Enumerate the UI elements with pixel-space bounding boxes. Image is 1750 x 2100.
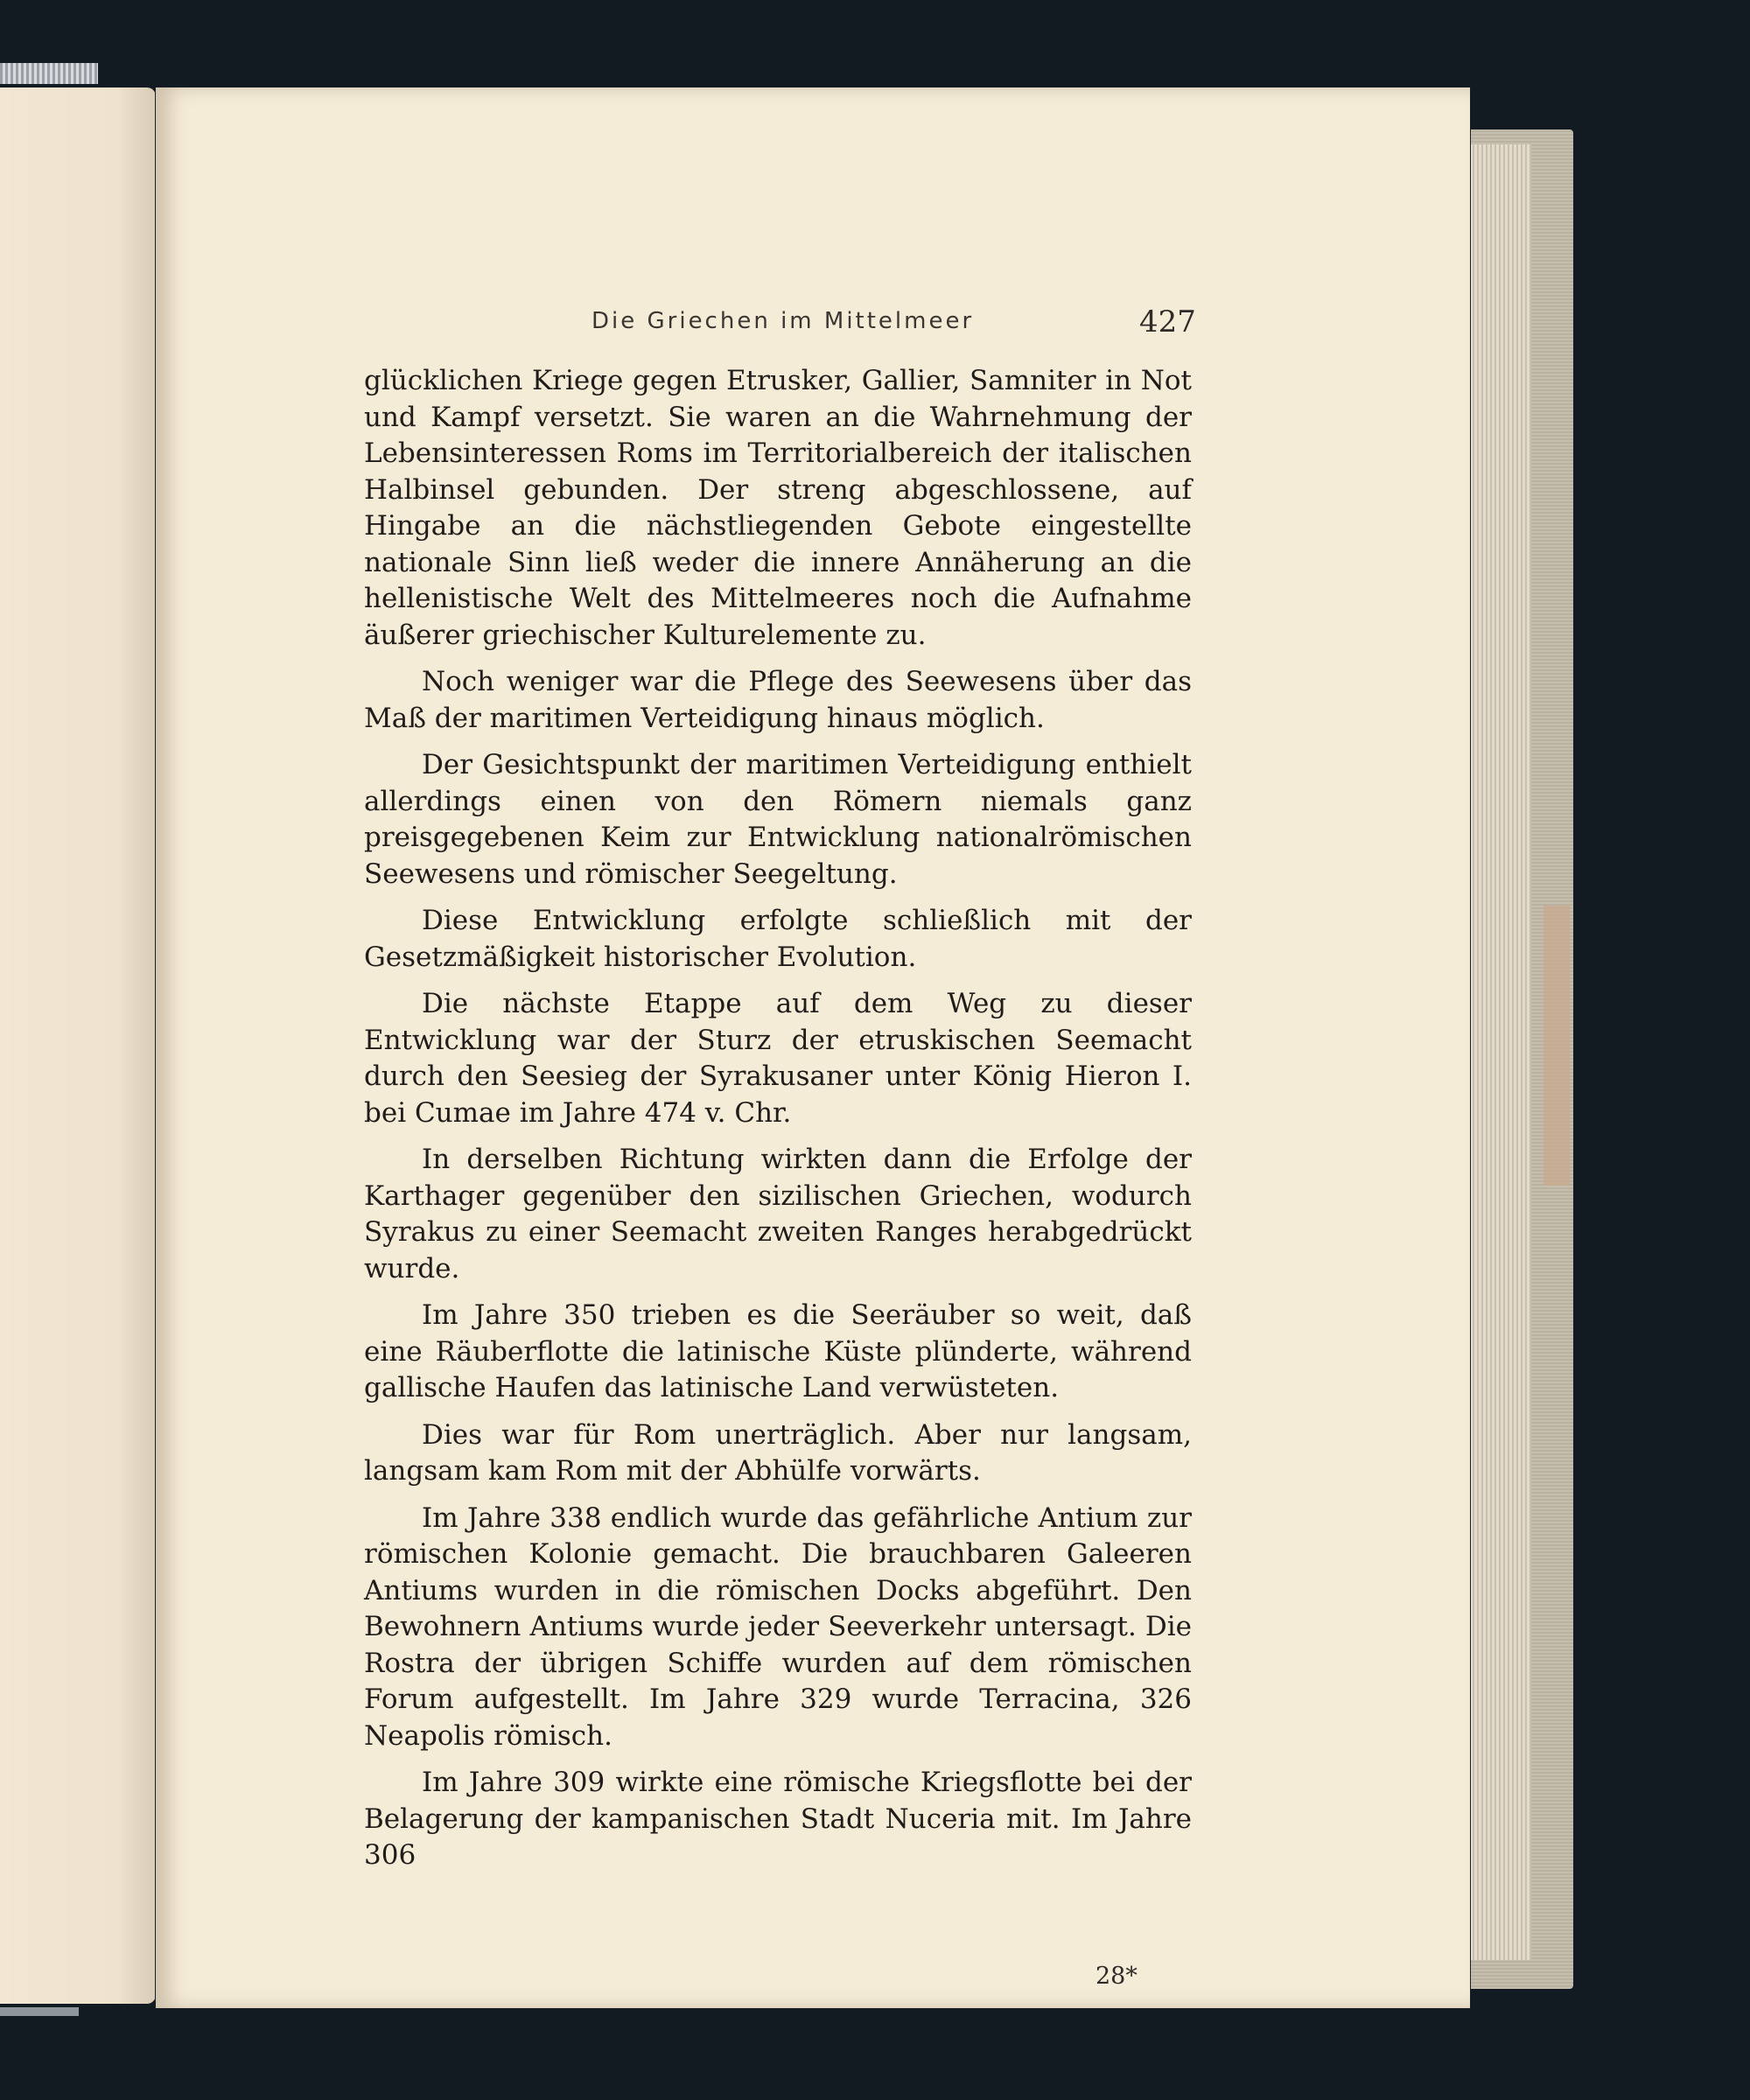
paragraph: In derselben Richtung wirkten dann die Erfolge der Karthager gegenüber den sizilischen Griechen, wodurch Syrakus zu einer Seemacht zweiten Ranges herabgedrückt wurde.	[364, 1144, 1192, 1284]
left-spine-strip-bottom	[0, 2007, 79, 2016]
running-head: Die Griechen im Mittelmeer	[592, 308, 975, 334]
paragraph: Im Jahre 338 endlich wurde das gefährliche Antium zur römischen Kolonie gemacht. Die brauchbaren Galeeren Antiums wurden in die römischen Docks abgeführt. Den Bewohnern Antiums wurde jeder Seeverkehr untersagt. Die Rostra der übrigen Schiffe wurden auf dem römischen Forum aufgestellt. Im Jahre 329 wurde Terracina, 326 Neapolis römisch.	[364, 1502, 1192, 1752]
body-text	[364, 363, 1192, 1885]
signature-mark: 28*	[1096, 1963, 1138, 1990]
paragraph: Die nächste Etappe auf dem Weg zu dieser Entwicklung war der Sturz der etruskischen Seemacht durch den Seesieg der Syrakusaner unter König Hieron I. bei Cumae im Jahre 474 v. Chr.	[364, 988, 1192, 1129]
page-number: 427	[1139, 304, 1196, 340]
page-edges	[1470, 144, 1531, 1960]
paragraph: Im Jahre 350 trieben es die Seeräuber so weit, daß eine Räuberflotte die latinische Küste plünderte, während gallische Haufen das latinische Land verwüsteten.	[364, 1299, 1192, 1404]
left-page	[0, 88, 156, 2004]
paragraph: Dies war für Rom unerträglich. Aber nur langsam, langsam kam Rom mit der Abhülfe vorwärts.	[364, 1418, 1192, 1487]
left-spine-strip-top	[0, 63, 98, 84]
page-edge-discoloration	[1544, 906, 1570, 1186]
paragraph: Im Jahre 309 wirkte eine römische Kriegsflotte bei der Belagerung der kampanischen Stadt Nuceria mit. Im Jahre 306	[364, 1767, 1192, 1871]
paragraph: Der Gesichtspunkt der maritimen Verteidigung enthielt allerdings einen von den Römern niemals ganz preisgegebenen Keim zur Entwicklung nationalrömischen Seewesens und römischer Seegeltung.	[364, 749, 1192, 890]
paragraph: Diese Entwicklung erfolgte schließlich mit der Gesetzmäßigkeit historischer Evolution.	[364, 905, 1192, 973]
paragraph: glücklichen Kriege gegen Etrusker, Gallier, Samniter in Not und Kampf versetzt. Sie waren an die Wahrnehmung der Lebensinteressen Roms im Territorialbereich der italischen Halbinsel gebunden. Der streng abgeschlossene, auf Hingabe an die nächstliegenden Gebote eingestellte nationale Sinn ließ weder die innere Annäherung an die hellenistische Welt des Mittelmeeres noch die Aufnahme äußerer griechischer Kulturelemente zu.	[364, 365, 1192, 651]
paragraph: Noch weniger war die Pflege des Seewesens über das Maß der maritimen Verteidigung hinaus möglich.	[364, 666, 1192, 734]
